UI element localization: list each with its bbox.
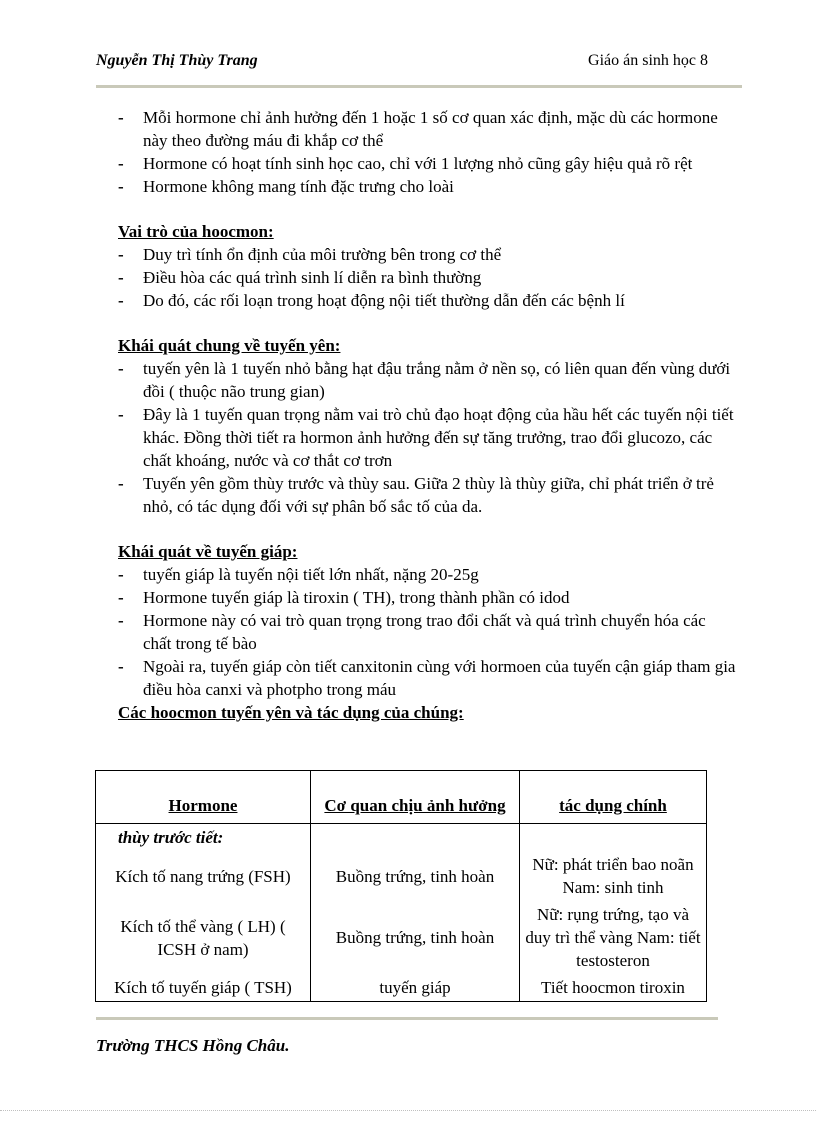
roles-list	[118, 243, 736, 312]
pituitary-list	[118, 357, 736, 518]
list-item: - Mỗi hormone chỉ ảnh hưởng đến 1 hoặc 1 số cơ quan xác định, mặc dù các hormone này theo đường máu đi khắp cơ thể	[118, 108, 718, 150]
bullet-dash: -	[118, 177, 124, 196]
organ-cell: Buồng trứng, tinh hoàn	[311, 901, 520, 974]
list-item: - Tuyến yên gồm thùy trước và thùy sau. Giữa 2 thùy là thùy giữa, chỉ phát triển ở trẻ nhỏ, có tác dụng đối với sự phân bố sắc tố của da.	[118, 474, 714, 516]
list-item: - tuyến giáp là tuyến nội tiết lớn nhất, nặng 20-25g	[118, 565, 479, 584]
hormone-properties-list	[118, 106, 736, 198]
footer-divider	[96, 1017, 718, 1020]
document-subject: Giáo án sinh học 8	[588, 52, 708, 69]
group-label: thùy trước tiết:	[96, 824, 311, 852]
hormone-cell: Kích tố thể vàng ( LH) ( ICSH ở nam)	[96, 901, 311, 974]
table-title: Các hoocmon tuyến yên và tác dụng của chúng:	[118, 703, 464, 722]
header-divider	[96, 85, 742, 88]
section-heading: Khái quát chung về tuyến yên:	[118, 336, 341, 355]
table-row	[96, 901, 707, 974]
school-name: Trường THCS Hồng Châu.	[96, 1036, 290, 1055]
thyroid-list	[118, 563, 736, 701]
column-header-organ: Cơ quan chịu ảnh hưởng	[311, 771, 520, 824]
hormone-cell: Kích tố tuyến giáp ( TSH)	[96, 974, 311, 1002]
effect-cell: Nữ: phát triển bao noãn Nam: sinh tinh	[520, 851, 707, 901]
list-item: - Duy trì tính ổn định của môi trường bên trong cơ thể	[118, 245, 502, 264]
table-row	[96, 974, 707, 1002]
bullet-dash: -	[118, 154, 124, 173]
column-header-hormone: Hormone	[96, 771, 311, 824]
pituitary-hormones-table	[95, 770, 707, 1002]
list-item: - Hormone này có vai trò quan trọng trong trao đổi chất và quá trình chuyển hóa các chất trong tế bào	[118, 611, 706, 653]
page-header	[96, 52, 708, 74]
list-item: - tuyến yên là 1 tuyến nhỏ bằng hạt đậu trắng nằm ở nền sọ, có liên quan đến vùng dưới đồi ( thuộc não trung gian)	[118, 359, 731, 401]
bullet-dash: -	[118, 108, 124, 127]
list-item: - Hormone không mang tính đặc trưng cho loài	[118, 177, 454, 196]
thyroid-section	[118, 540, 736, 724]
section-heading: Vai trò của hoocmon:	[118, 222, 274, 241]
table-group-row	[96, 824, 707, 852]
column-header-effect: tác dụng chính	[520, 771, 707, 824]
document-body	[118, 106, 736, 724]
page-edge-dotted-line	[0, 1110, 816, 1111]
effect-cell: Tiết hoocmon tiroxin	[520, 974, 707, 1002]
list-item: - Hormone có hoạt tính sinh học cao, chỉ với 1 lượng nhỏ cũng gây hiệu quả rõ rệt	[118, 154, 693, 173]
list-item: - Đây là 1 tuyến quan trọng nằm vai trò chủ đạo hoạt động của hầu hết các tuyến nội tiết khác. Đồng thời tiết ra hormon ảnh hưởng đến sự tăng trưởng, trao đổi glucozo, các chất khoáng, nước và cơ thắt cơ trơn	[118, 405, 734, 470]
effect-cell: Nữ: rụng trứng, tạo và duy trì thể vàng Nam: tiết testosteron	[520, 901, 707, 974]
organ-cell: Buồng trứng, tinh hoàn	[311, 851, 520, 901]
section-heading: Khái quát về tuyến giáp:	[118, 542, 298, 561]
roles-section	[118, 220, 736, 312]
list-item: - Do đó, các rối loạn trong hoạt động nội tiết thường dẫn đến các bệnh lí	[118, 291, 625, 310]
list-item: - Điều hòa các quá trình sinh lí diễn ra bình thường	[118, 268, 482, 287]
organ-cell: tuyến giáp	[311, 974, 520, 1002]
table-row	[96, 851, 707, 901]
hormone-cell: Kích tố nang trứng (FSH)	[96, 851, 311, 901]
list-item: - Ngoài ra, tuyến giáp còn tiết canxitonin cùng với hormoen của tuyến cận giáp tham gia điều hòa canxi và photpho trong máu	[118, 657, 736, 699]
pituitary-section	[118, 334, 736, 518]
list-item: - Hormone tuyến giáp là tiroxin ( TH), trong thành phần có idod	[118, 588, 570, 607]
table-header-row	[96, 771, 707, 824]
author-name: Nguyễn Thị Thùy Trang	[96, 52, 258, 69]
